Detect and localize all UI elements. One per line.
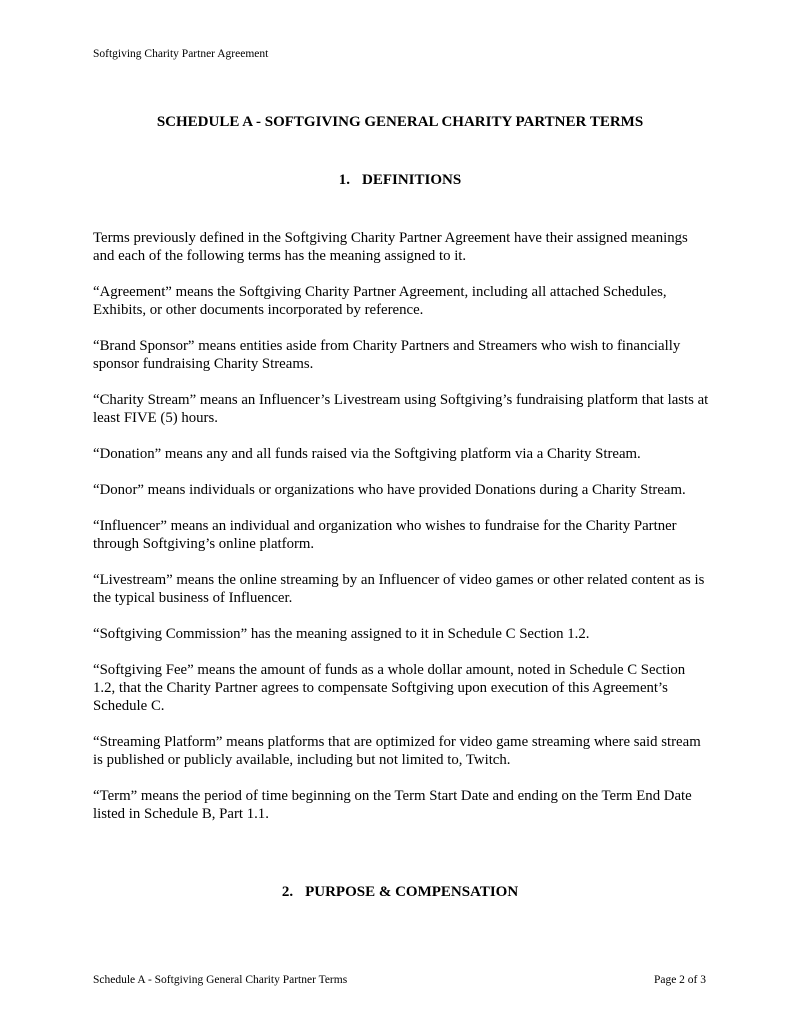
page-number: Page 2 of 3: [653, 974, 706, 986]
definition-streaming-platform: “Streaming Platform” means platforms that are optimized for video game streaming where said stream is published or publicly available, including but not limited to, Twitch.: [93, 734, 701, 768]
definition-term: “Term” means the period of time beginning on the Term Start Date and ending on the Term End Date listed in Schedule B, Part 1.1.: [93, 788, 692, 822]
section-heading-purpose-compensation: [0, 883, 800, 901]
definition-livestream: “Livestream” means the online streaming by an Influencer of video games or other related content as is the typical business of Influencer.: [93, 572, 705, 606]
schedule-title: SCHEDULE A - SOFTGIVING GENERAL CHARITY PARTNER TERMS: [156, 114, 644, 130]
definition-donation: “Donation” means any and all funds raised via the Softgiving platform via a Charity Stream.: [93, 446, 641, 462]
definition-donor: “Donor” means individuals or organizations who have provided Donations during a Charity Stream.: [93, 482, 686, 498]
running-header: Softgiving Charity Partner Agreement: [93, 48, 269, 60]
section-heading-definitions: [0, 171, 800, 189]
section-title: PURPOSE & COMPENSATION: [305, 884, 519, 900]
definition-influencer: “Influencer” means an individual and organization who wishes to fundraise for the Charity Partner through Softgiving’s online platform.: [93, 518, 677, 552]
definition-softgiving-fee: “Softgiving Fee” means the amount of funds as a whole dollar amount, noted in Schedule C Section 1.2, that the Charity Partner agrees to compensate Softgiving upon execution of this Agreement’s Schedule C.: [93, 662, 686, 714]
intro-paragraph: Terms previously defined in the Softgiving Charity Partner Agreement have their assigned meanings and each of the following terms has the meaning assigned to it.: [93, 230, 688, 264]
definition-charity-stream: “Charity Stream” means an Influencer’s Livestream using Softgiving’s fundraising platform that lasts at least FIVE (5) hours.: [93, 392, 709, 426]
definition-softgiving-commission: “Softgiving Commission” has the meaning assigned to it in Schedule C Section 1.2.: [93, 626, 590, 642]
section-number: 2.: [281, 884, 294, 900]
section-number: 1.: [338, 172, 351, 188]
section-title: DEFINITIONS: [362, 172, 462, 188]
footer-title: Schedule A - Softgiving General Charity Partner Terms: [93, 974, 348, 986]
definition-agreement: “Agreement” means the Softgiving Charity Partner Agreement, including all attached Schedules, Exhibits, or other documents incorporated by reference.: [93, 284, 667, 318]
definitions-body: [93, 229, 711, 841]
definition-brand-sponsor: “Brand Sponsor” means entities aside from Charity Partners and Streamers who wish to financially sponsor fundraising Charity Streams.: [93, 338, 681, 372]
